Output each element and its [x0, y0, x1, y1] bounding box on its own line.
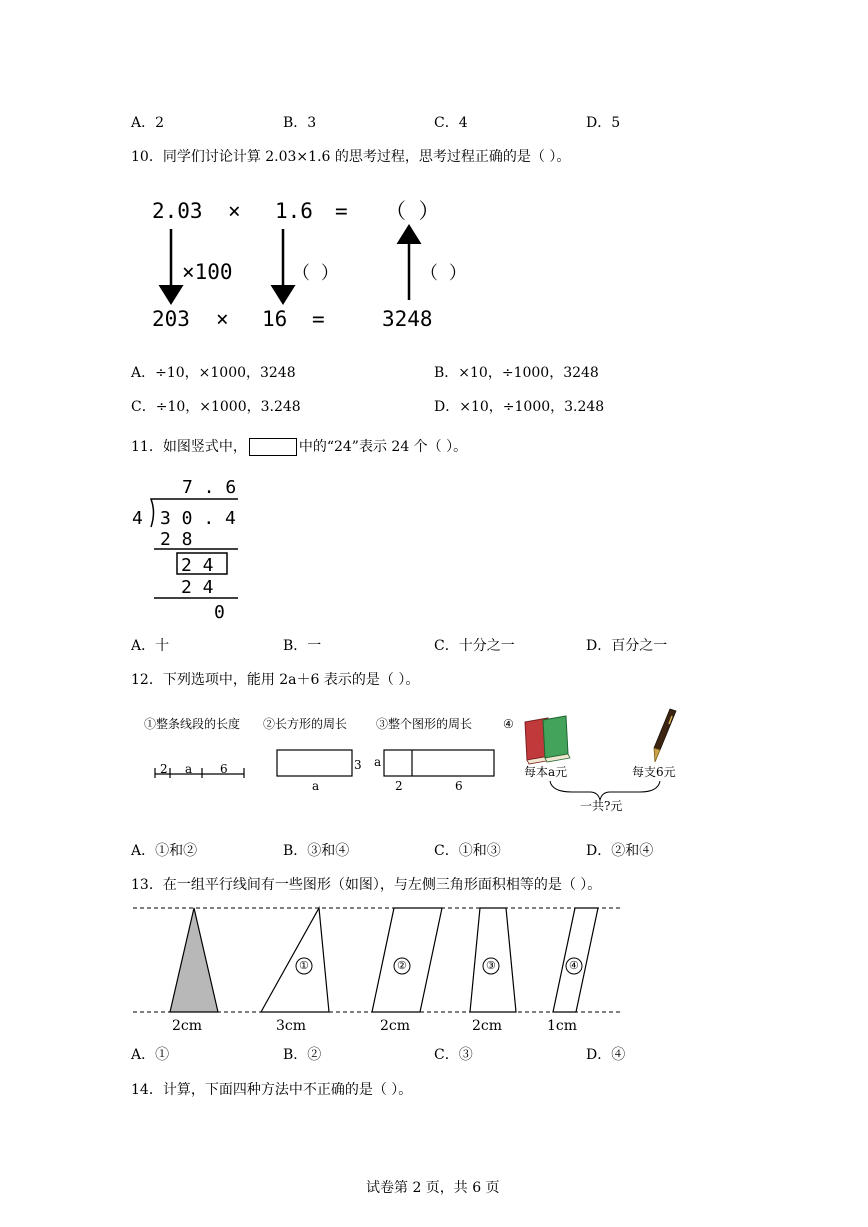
- q9-option-a[interactable]: A．2: [131, 115, 165, 131]
- q10-bottom-result: 3248: [382, 307, 433, 331]
- q13-label-2: 2cm: [380, 1018, 411, 1034]
- q10-bottom-b: 16: [262, 307, 288, 331]
- q11-divisor: 4: [132, 508, 143, 529]
- q12-fig4-title: ④: [503, 717, 514, 731]
- q12-option-c[interactable]: C．①和③: [434, 843, 501, 859]
- q12-fig4-total: 一共?元: [580, 799, 623, 813]
- q10-mid-right: （ ）: [420, 263, 467, 284]
- q12-option-d[interactable]: D．②和④: [586, 843, 654, 859]
- q10-top-op: ×: [228, 199, 241, 223]
- q13-mark-3: ③: [486, 959, 496, 972]
- q14-stem: 14．计算，下面四种方法中不正确的是（ ）。: [131, 1082, 413, 1098]
- q12-fig1-title: ①整条线段的长度: [144, 717, 241, 731]
- page-footer: 试卷第 2 页，共 6 页: [366, 1180, 500, 1196]
- q13-label-triangle: 2cm: [172, 1018, 203, 1034]
- q11-row-0: 0: [214, 602, 225, 623]
- q10-bottom-a: 203: [152, 307, 190, 331]
- q12-fig3-label-2: 2: [395, 779, 403, 793]
- q11-option-b[interactable]: B．一: [283, 638, 322, 654]
- q13-label-4: 1cm: [547, 1018, 578, 1034]
- q12-fig1-label-6: 6: [220, 762, 228, 776]
- q13-shape-1-triangle: [261, 908, 329, 1012]
- q10-top-eq: =: [335, 199, 348, 223]
- q12-fig4-pen-price: 每支6元: [632, 765, 676, 779]
- q12-fig2-title: ②长方形的周长: [263, 717, 348, 731]
- q12-fig2-bottom: a: [312, 779, 320, 793]
- q11-row-28: 2 8: [160, 529, 193, 550]
- q12-fig3-title: ③整个图形的周长: [376, 717, 473, 731]
- q13-label-1: 3cm: [276, 1018, 307, 1034]
- q9-option-c[interactable]: C．4: [434, 115, 468, 131]
- q13-option-a[interactable]: A．①: [131, 1047, 170, 1063]
- q12-fig4-book-price: 每本a元: [524, 765, 568, 779]
- q9-option-b[interactable]: B．3: [283, 115, 317, 131]
- q13-shaded-triangle: [170, 908, 218, 1012]
- q11-quotient: 7 . 6: [182, 477, 237, 498]
- q12-fig1-label-a: a: [185, 762, 193, 776]
- q13-option-b[interactable]: B．②: [283, 1047, 322, 1063]
- q12-option-a[interactable]: A．①和②: [131, 843, 198, 859]
- q10-top-result: （ ）: [385, 199, 440, 223]
- q12-fig3-side: a: [374, 755, 382, 769]
- q10-option-a[interactable]: A．÷10，×1000，3248: [131, 365, 296, 381]
- q12-option-b[interactable]: B．③和④: [283, 843, 350, 859]
- q11-row-24-boxed: 2 4: [181, 555, 214, 576]
- q10-mid-middle: （ ）: [292, 263, 339, 284]
- q12-fig2-side: 3: [354, 758, 362, 772]
- q12-fig3-label-6: 6: [455, 779, 463, 793]
- q11-option-a[interactable]: A．十: [131, 638, 170, 654]
- q10-top-b: 1.6: [275, 199, 313, 223]
- q11-stem-part2: 中的“24”表示 24 个（ ）。: [298, 439, 468, 455]
- q11-stem-part1: 11．如图竖式中，: [131, 439, 247, 455]
- q13-mark-1: ①: [299, 959, 309, 972]
- q11-option-c[interactable]: C．十分之一: [434, 638, 515, 654]
- q10-stem: 10．同学们讨论计算 2.03×1.6 的思考过程，思考过程正确的是（ ）。: [131, 149, 571, 165]
- q13-mark-4: ④: [569, 959, 579, 972]
- q13-option-d[interactable]: D．④: [586, 1047, 626, 1063]
- q10-option-d[interactable]: D．×10，÷1000，3.248: [434, 399, 605, 415]
- q9-option-d[interactable]: D．5: [586, 115, 621, 131]
- q12-stem: 12．下列选项中，能用 2a＋6 表示的是（ ）。: [131, 672, 420, 688]
- q10-bottom-eq: =: [312, 307, 325, 331]
- q10-top-a: 2.03: [152, 199, 203, 223]
- q12-fig1-label-2: 2: [160, 762, 168, 776]
- q10-mid-left: ×100: [182, 260, 233, 284]
- q13-label-3: 2cm: [472, 1018, 503, 1034]
- q11-option-d[interactable]: D．百分之一: [586, 638, 668, 654]
- q10-bottom-op: ×: [216, 307, 229, 331]
- q10-option-b[interactable]: B．×10，÷1000，3248: [434, 365, 599, 381]
- q13-mark-2: ②: [397, 959, 407, 972]
- q13-option-c[interactable]: C．③: [434, 1047, 473, 1063]
- q10-option-c[interactable]: C．÷10，×1000，3.248: [131, 399, 301, 415]
- q11-row-24: 2 4: [181, 577, 214, 598]
- q13-stem: 13．在一组平行线间有一些图形（如图），与左侧三角形面积相等的是（ ）。: [131, 877, 602, 893]
- q11-dividend: 3 0 . 4: [160, 508, 236, 529]
